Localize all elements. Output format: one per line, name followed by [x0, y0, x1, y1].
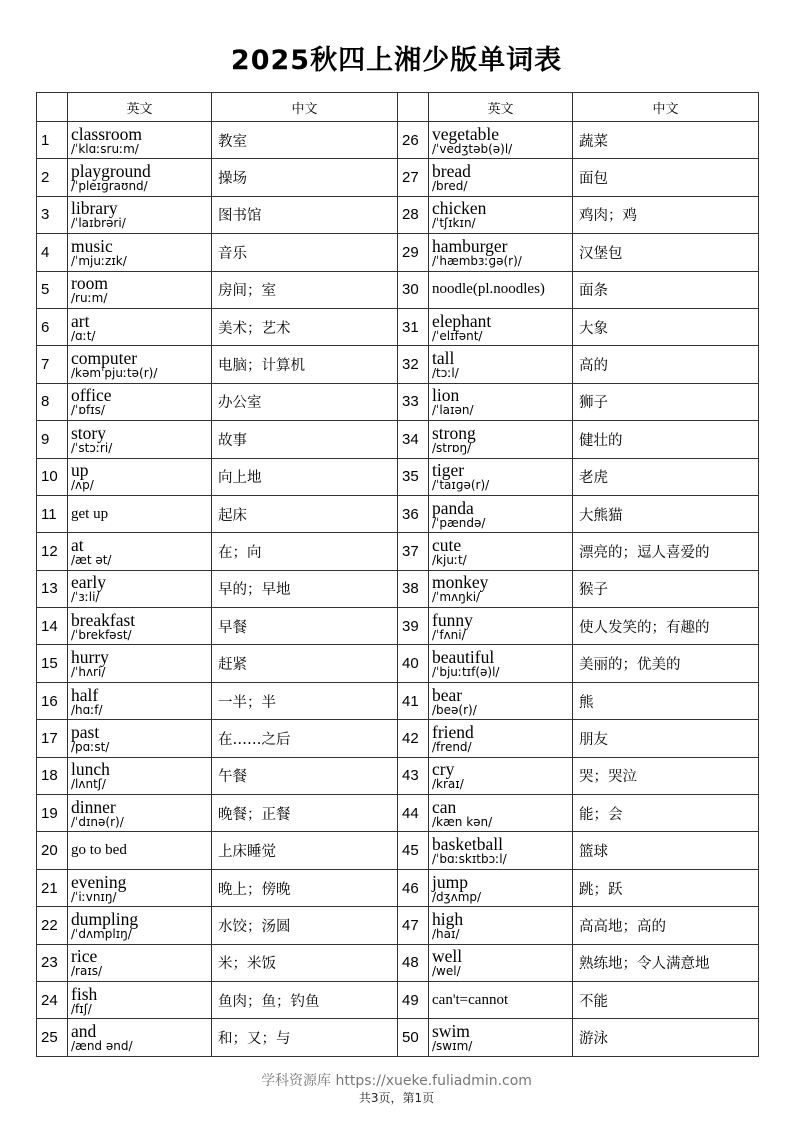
entry-number: 23: [37, 944, 68, 981]
table-row: [37, 645, 759, 682]
entry-english: [429, 495, 573, 532]
phonetic-transcription: /bred/: [432, 179, 468, 194]
english-word: dinner: [71, 796, 116, 817]
phonetic-transcription: /ˈdʌmplɪŋ/: [71, 926, 132, 941]
phonetic-transcription: /beə(r)/: [432, 702, 477, 717]
phonetic-transcription: /swɪm/: [432, 1039, 473, 1054]
english-word: funny: [432, 609, 473, 630]
entry-number: 12: [37, 533, 68, 570]
entry-english: [429, 533, 573, 570]
english-word: library: [71, 198, 118, 219]
table-row: [37, 421, 759, 458]
table-row: [37, 308, 759, 345]
english-word: strong: [432, 422, 476, 443]
english-word: dumpling: [71, 908, 139, 929]
entry-number: 3: [37, 196, 68, 233]
english-word: breakfast: [71, 609, 136, 630]
entry-chinese: 一半；半: [212, 682, 398, 719]
phonetic-transcription: /dʒʌmp/: [432, 889, 482, 904]
source-footer: 学科资源库 https://xueke.fuliadmin.com: [261, 1073, 532, 1089]
entry-number: 24: [37, 981, 68, 1018]
entry-number: 37: [398, 533, 429, 570]
phonetic-transcription: /æt ət/: [71, 552, 112, 567]
entry-number: 38: [398, 570, 429, 607]
entry-chinese: 赶紧: [212, 645, 398, 682]
table-row: [37, 234, 759, 271]
entry-english: [429, 458, 573, 495]
entry-chinese: 晚上；傍晚: [212, 869, 398, 906]
phonetic-transcription: /tɔːl/: [432, 366, 459, 381]
entry-english: [68, 271, 212, 308]
entry-english: [68, 907, 212, 944]
entry-english: [68, 944, 212, 981]
english-word: and: [71, 1021, 97, 1042]
entry-english: [429, 122, 573, 159]
entry-number: 27: [398, 159, 429, 196]
entry-chinese: 美丽的；优美的: [573, 645, 759, 682]
entry-english: [429, 720, 573, 757]
entry-number: 49: [398, 981, 429, 1018]
phonetic-transcription: /ˈbjuːtɪf(ə)l/: [432, 665, 500, 680]
entry-english: [429, 608, 573, 645]
entry-english: [429, 570, 573, 607]
table-row: [37, 608, 759, 645]
phonetic-transcription: /fɪʃ/: [71, 1001, 92, 1016]
english-word: office: [71, 385, 112, 406]
english-word: friend: [432, 721, 474, 742]
entry-number: 29: [398, 234, 429, 271]
entry-english: [429, 795, 573, 832]
entry-english: [429, 682, 573, 719]
english-word: jump: [432, 871, 468, 892]
entry-chinese: 熊: [573, 682, 759, 719]
entry-english: [429, 1019, 573, 1056]
entry-english: [429, 981, 573, 1018]
entry-english: [429, 383, 573, 420]
entry-number: 5: [37, 271, 68, 308]
entry-chinese: 操场: [212, 159, 398, 196]
entry-chinese: 早的；早地: [212, 570, 398, 607]
entry-english: [68, 383, 212, 420]
entry-english: [429, 159, 573, 196]
phonetic-transcription: /ˈdɪnə(r)/: [71, 814, 124, 829]
table-row: [37, 159, 759, 196]
english-word: half: [71, 684, 99, 705]
table-row: [37, 682, 759, 719]
entry-chinese: 故事: [212, 421, 398, 458]
entry-english: [68, 308, 212, 345]
entry-chinese: 能；会: [573, 795, 759, 832]
phonetic-transcription: /pɑːst/: [71, 739, 110, 754]
entry-english: [68, 682, 212, 719]
english-word: monkey: [432, 572, 489, 593]
entry-english: [429, 271, 573, 308]
table-row: [37, 346, 759, 383]
table-row: [37, 981, 759, 1018]
header-chinese-left: 中文: [212, 93, 398, 122]
entry-number: 16: [37, 682, 68, 719]
entry-english: [68, 795, 212, 832]
english-word: evening: [71, 871, 127, 892]
entry-chinese: 鱼肉；鱼；钓鱼: [212, 981, 398, 1018]
entry-number: 13: [37, 570, 68, 607]
phonetic-transcription: /ˈhæmbɜːɡə(r)/: [432, 253, 522, 268]
english-word: elephant: [432, 310, 492, 331]
table-row: [37, 944, 759, 981]
entry-chinese: 老虎: [573, 458, 759, 495]
entry-chinese: 熟练地；令人满意地: [573, 944, 759, 981]
entry-english: [68, 159, 212, 196]
entry-number: 33: [398, 383, 429, 420]
entry-chinese: 在；向: [212, 533, 398, 570]
entry-chinese: 游泳: [573, 1019, 759, 1056]
entry-chinese: 猴子: [573, 570, 759, 607]
entry-chinese: 电脑；计算机: [212, 346, 398, 383]
english-word: panda: [432, 497, 474, 518]
entry-chinese: 高高地；高的: [573, 907, 759, 944]
table-row: [37, 757, 759, 794]
entry-english: [68, 720, 212, 757]
entry-chinese: 音乐: [212, 234, 398, 271]
entry-english: [68, 570, 212, 607]
phonetic-transcription: /haɪ/: [432, 926, 460, 941]
entry-chinese: 在……之后: [212, 720, 398, 757]
english-word: well: [432, 946, 463, 967]
header-english-left: 英文: [68, 93, 212, 122]
entry-number: 36: [398, 495, 429, 532]
english-word: hamburger: [432, 235, 508, 256]
phonetic-transcription: /kəmˈpjuːtə(r)/: [71, 366, 158, 381]
entry-chinese: 起床: [212, 495, 398, 532]
entry-number: 28: [398, 196, 429, 233]
entry-number: 26: [398, 122, 429, 159]
phonetic-transcription: /frend/: [432, 739, 472, 754]
entry-chinese: 漂亮的；逗人喜爱的: [573, 533, 759, 570]
entry-english: [429, 421, 573, 458]
entry-english: [68, 421, 212, 458]
table-row: [37, 869, 759, 906]
table-row: [37, 533, 759, 570]
entry-number: 30: [398, 271, 429, 308]
entry-number: 31: [398, 308, 429, 345]
english-phrase: noodle(pl.noodles): [432, 281, 545, 298]
page-number: 共3页，第1页: [358, 1091, 435, 1105]
vocabulary-table: [36, 92, 759, 1057]
english-word: cry: [432, 759, 455, 780]
table-row: [37, 720, 759, 757]
phonetic-transcription: /ˈmʌŋki/: [432, 590, 481, 605]
entry-chinese: 大熊猫: [573, 495, 759, 532]
english-word: lion: [432, 385, 460, 406]
entry-english: [68, 122, 212, 159]
table-row: [37, 495, 759, 532]
entry-english: [68, 196, 212, 233]
entry-chinese: 哭；哭泣: [573, 757, 759, 794]
entry-number: 42: [398, 720, 429, 757]
phonetic-transcription: /kraɪ/: [432, 777, 464, 792]
entry-english: [429, 234, 573, 271]
table-body: [37, 122, 759, 1057]
page-title: 2025秋四上湘少版单词表: [230, 45, 563, 76]
english-word: music: [71, 235, 113, 256]
english-word: art: [71, 310, 90, 331]
header-num-right: [398, 93, 429, 122]
phonetic-transcription: /ˈelɪfənt/: [432, 328, 483, 343]
phonetic-transcription: /ˈpleɪɡraʊnd/: [71, 179, 148, 194]
entry-chinese: 汉堡包: [573, 234, 759, 271]
entry-number: 41: [398, 682, 429, 719]
phonetic-transcription: /ˈiːvnɪŋ/: [71, 889, 117, 904]
entry-english: [68, 869, 212, 906]
entry-english: [429, 907, 573, 944]
entry-english: [68, 832, 212, 869]
english-word: high: [432, 908, 464, 929]
entry-english: [68, 458, 212, 495]
table-row: [37, 832, 759, 869]
entry-english: [68, 757, 212, 794]
phonetic-transcription: /ɑːt/: [71, 328, 96, 343]
entry-chinese: 早餐: [212, 608, 398, 645]
entry-number: 6: [37, 308, 68, 345]
english-word: tiger: [432, 460, 465, 481]
phonetic-transcription: /wel/: [432, 964, 461, 979]
entry-chinese: 房间；室: [212, 271, 398, 308]
phonetic-transcription: /ˈhʌri/: [71, 665, 106, 680]
entry-number: 43: [398, 757, 429, 794]
english-phrase: go to bed: [71, 842, 127, 859]
english-word: bear: [432, 684, 463, 705]
entry-english: [429, 308, 573, 345]
entry-english: [429, 196, 573, 233]
entry-english: [68, 533, 212, 570]
english-phrase: get up: [71, 505, 109, 522]
english-word: cute: [432, 534, 462, 555]
header-num-left: [37, 93, 68, 122]
entry-chinese: 图书馆: [212, 196, 398, 233]
phonetic-transcription: /kæn kən/: [432, 814, 493, 829]
entry-chinese: 鸡肉；鸡: [573, 196, 759, 233]
entry-english: [68, 495, 212, 532]
english-word: vegetable: [432, 123, 500, 144]
entry-number: 34: [398, 421, 429, 458]
entry-chinese: 健壮的: [573, 421, 759, 458]
entry-chinese: 晚餐；正餐: [212, 795, 398, 832]
entry-english: [68, 981, 212, 1018]
table-row: [37, 122, 759, 159]
phonetic-transcription: /ˈfʌni/: [432, 627, 466, 642]
phonetic-transcription: /ˈɒfɪs/: [71, 403, 105, 418]
entry-chinese: 上床睡觉: [212, 832, 398, 869]
table-row: [37, 1019, 759, 1056]
entry-number: 35: [398, 458, 429, 495]
phonetic-transcription: /raɪs/: [71, 964, 103, 979]
english-word: story: [71, 422, 106, 443]
phonetic-transcription: /ˈlaɪən/: [432, 403, 474, 418]
phonetic-transcription: /lʌntʃ/: [71, 777, 106, 792]
english-word: classroom: [71, 123, 142, 144]
entry-chinese: 篮球: [573, 832, 759, 869]
english-word: up: [71, 460, 89, 481]
entry-english: [429, 645, 573, 682]
english-word: bread: [432, 161, 471, 182]
entry-english: [429, 944, 573, 981]
english-word: lunch: [71, 759, 110, 780]
entry-english: [429, 346, 573, 383]
entry-number: 18: [37, 757, 68, 794]
table-row: [37, 458, 759, 495]
english-word: basketball: [432, 834, 503, 855]
phonetic-transcription: /ˈbɑːskɪtbɔːl/: [432, 852, 507, 867]
english-word: swim: [432, 1021, 470, 1042]
entry-english: [68, 234, 212, 271]
entry-number: 40: [398, 645, 429, 682]
phonetic-transcription: /ˈlaɪbrəri/: [71, 216, 126, 231]
entry-number: 47: [398, 907, 429, 944]
entry-english: [68, 608, 212, 645]
phonetic-transcription: /kjuːt/: [432, 552, 467, 567]
entry-number: 19: [37, 795, 68, 832]
phonetic-transcription: /ʌp/: [71, 478, 94, 493]
english-word: hurry: [71, 647, 109, 668]
entry-number: 15: [37, 645, 68, 682]
phonetic-transcription: /ˈtaɪɡə(r)/: [432, 478, 490, 493]
entry-chinese: 朋友: [573, 720, 759, 757]
entry-number: 25: [37, 1019, 68, 1056]
table-row: [37, 570, 759, 607]
table-row: [37, 795, 759, 832]
entry-number: 17: [37, 720, 68, 757]
entry-number: 1: [37, 122, 68, 159]
entry-number: 21: [37, 869, 68, 906]
phonetic-transcription: /ˈstɔːri/: [71, 440, 113, 455]
english-word: computer: [71, 348, 138, 369]
entry-chinese: 蔬菜: [573, 122, 759, 159]
english-word: room: [71, 273, 108, 294]
entry-chinese: 高的: [573, 346, 759, 383]
header-chinese-right: 中文: [573, 93, 759, 122]
entry-number: 50: [398, 1019, 429, 1056]
entry-number: 32: [398, 346, 429, 383]
phonetic-transcription: /ænd ənd/: [71, 1039, 133, 1054]
entry-number: 14: [37, 608, 68, 645]
entry-chinese: 和；又；与: [212, 1019, 398, 1056]
english-phrase: can't=cannot: [432, 991, 509, 1008]
entry-chinese: 面包: [573, 159, 759, 196]
phonetic-transcription: /ˈvedʒtəb(ə)l/: [432, 141, 513, 156]
entry-number: 10: [37, 458, 68, 495]
entry-english: [429, 757, 573, 794]
entry-chinese: 不能: [573, 981, 759, 1018]
entry-number: 4: [37, 234, 68, 271]
entry-chinese: 教室: [212, 122, 398, 159]
phonetic-transcription: /ˈklɑːsruːm/: [71, 141, 139, 156]
table-row: [37, 907, 759, 944]
phonetic-transcription: /hɑːf/: [71, 702, 103, 717]
entry-chinese: 水饺；汤圆: [212, 907, 398, 944]
entry-english: [68, 346, 212, 383]
english-word: at: [71, 534, 84, 555]
entry-chinese: 面条: [573, 271, 759, 308]
entry-number: 46: [398, 869, 429, 906]
entry-number: 48: [398, 944, 429, 981]
english-word: chicken: [432, 198, 487, 219]
entry-chinese: 向上地: [212, 458, 398, 495]
entry-number: 8: [37, 383, 68, 420]
phonetic-transcription: /ˈmjuːzɪk/: [71, 253, 127, 268]
header-english-right: 英文: [429, 93, 573, 122]
entry-chinese: 使人发笑的；有趣的: [573, 608, 759, 645]
table-row: [37, 383, 759, 420]
entry-chinese: 米；米饭: [212, 944, 398, 981]
entry-english: [68, 645, 212, 682]
phonetic-transcription: /ˈɜːli/: [71, 590, 100, 605]
english-word: can: [432, 796, 457, 817]
entry-chinese: 跳；跃: [573, 869, 759, 906]
phonetic-transcription: /ˈtʃɪkɪn/: [432, 216, 476, 231]
english-word: early: [71, 572, 106, 593]
english-word: beautiful: [432, 647, 495, 668]
entry-number: 39: [398, 608, 429, 645]
entry-number: 9: [37, 421, 68, 458]
entry-english: [429, 869, 573, 906]
entry-chinese: 午餐: [212, 757, 398, 794]
entry-chinese: 大象: [573, 308, 759, 345]
english-word: fish: [71, 983, 98, 1004]
entry-chinese: 美术；艺术: [212, 308, 398, 345]
entry-number: 22: [37, 907, 68, 944]
entry-number: 44: [398, 795, 429, 832]
phonetic-transcription: /ˈbrekfəst/: [71, 627, 132, 642]
entry-english: [429, 832, 573, 869]
table-row: [37, 271, 759, 308]
phonetic-transcription: /ruːm/: [71, 291, 108, 306]
entry-number: 2: [37, 159, 68, 196]
entry-number: 45: [398, 832, 429, 869]
english-word: tall: [432, 348, 455, 369]
english-word: past: [71, 721, 100, 742]
entry-number: 7: [37, 346, 68, 383]
english-word: rice: [71, 946, 98, 967]
entry-number: 11: [37, 495, 68, 532]
table-header-row: [37, 93, 759, 122]
entry-english: [68, 1019, 212, 1056]
phonetic-transcription: /strɒŋ/: [432, 440, 472, 455]
english-word: playground: [71, 161, 151, 182]
phonetic-transcription: /ˈpændə/: [432, 515, 486, 530]
entry-chinese: 办公室: [212, 383, 398, 420]
entry-chinese: 狮子: [573, 383, 759, 420]
entry-number: 20: [37, 832, 68, 869]
table-row: [37, 196, 759, 233]
